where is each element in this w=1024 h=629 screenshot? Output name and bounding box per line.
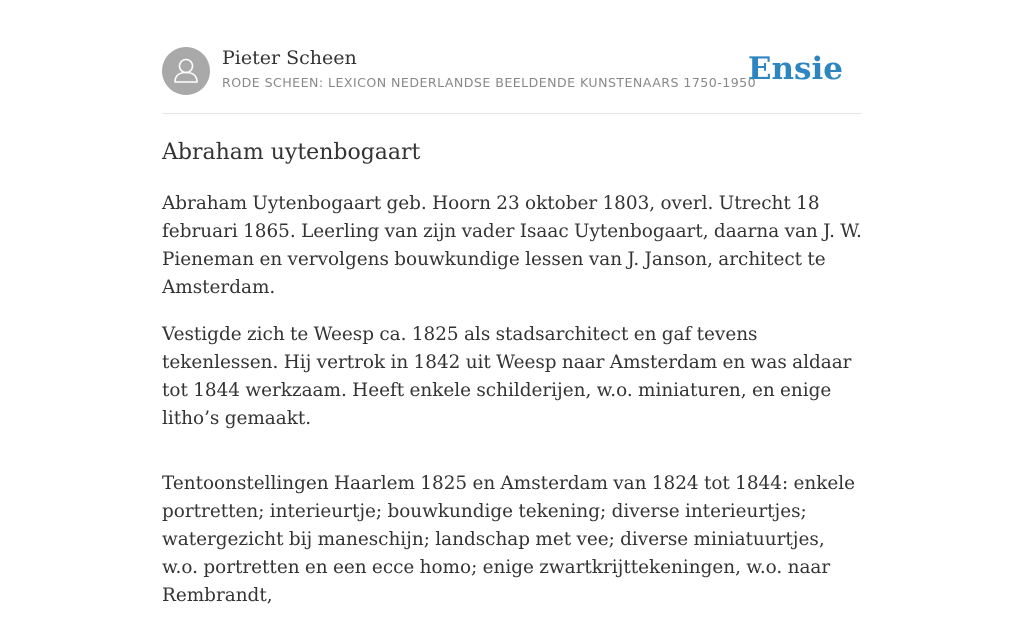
article-header	[162, 0, 862, 114]
avatar[interactable]	[162, 47, 210, 95]
article-title: Abraham uytenbogaart	[162, 140, 421, 165]
ensie-logo[interactable]: Ensie	[747, 51, 843, 87]
article-paragraph: Abraham Uytenbogaart geb. Hoorn 23 oktober 1803, overl. Utrecht 18 februari 1865. Leerling van zijn vader Isaac Uytenbogaart, daarna van J. W. Pieneman en vervolgens bouwkundige lessen van J. Janson, architect te Amsterdam.	[162, 193, 862, 298]
source-label: RODE SCHEEN: LEXICON NEDERLANDSE BEELDENDE KUNSTENAARS 1750-1950	[222, 75, 757, 90]
user-icon	[162, 47, 210, 95]
author-name[interactable]: Pieter Scheen	[222, 47, 357, 69]
article-body	[162, 190, 862, 629]
article-paragraph: Tentoonstellingen Haarlem 1825 en Amsterdam van 1824 tot 1844: enkele portretten; interieurtje; bouwkundige tekening; diverse interieurtjes; watergezicht bij maneschijn; landschap met vee; diverse miniatuurtjes, w.o. portretten en een ecce homo; enige zwartkrijttekeningen, w.o. naar Rembrandt,	[162, 473, 856, 606]
page	[162, 0, 862, 606]
article-paragraph: Vestigde zich te Weesp ca. 1825 als stadsarchitect en gaf tevens tekenlessen. Hij vertrok in 1842 uit Weesp naar Amsterdam en was aldaar tot 1844 werkzaam. Heeft enkele schilderijen, w.o. miniaturen, en enige litho’s gemaakt.	[162, 324, 852, 429]
